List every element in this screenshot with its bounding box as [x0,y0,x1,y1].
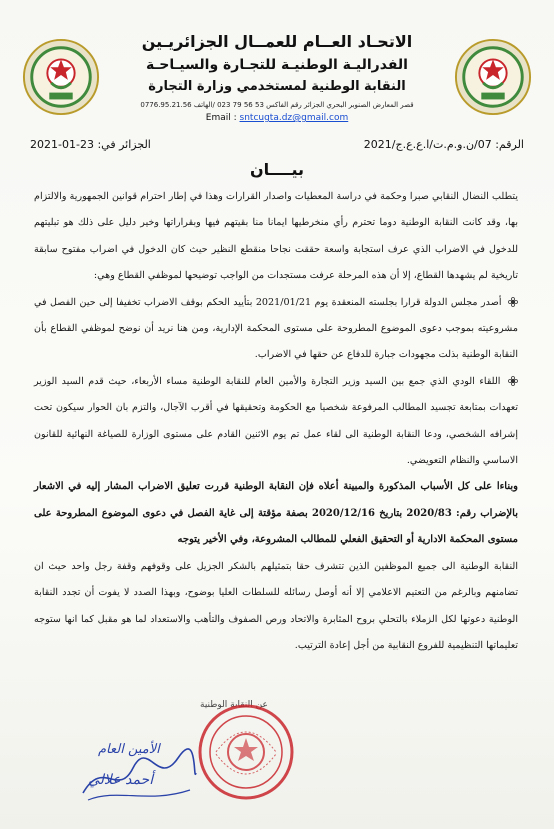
union-name: الاتحـاد العــام للعمــال الجزائريـين [141,32,413,51]
bullet-item-1 [34,290,518,369]
document-body [34,184,518,659]
closing-paragraph: النقابة الوطنية الى جميع الموظفين الذين تتشرف حقا بتمثيلهم بالشكر الجزيل على وقوفهم وقفة رجل واحد حيث ان تضامنهم وبالرغم من التعتيم الاعلامي إلا أنه أوصل رسائله للسلطات العليا بوضوح، وبهذا الصدد لا يفوت أن تجدد النقابة الوطنية دعوتها لكل الزملاء بالتحلي بروح المثابرة والاتحاد ورص الصفوف والتأهب والاستعداد لما هو مقبل كما انها ستوجه تعليماتها التنظيمية للفروع النقابية من أجل إعادة الترتيب. [34,560,518,651]
syndicate-name: النقابة الوطنية لمستخدمي وزارة التجارة [148,79,406,94]
bullet-text-1: أصدر مجلس الدولة قرارا بجلسته المنعقدة يوم 2021/01/21 بتأييد الحكم بوقف الاضراب تخفيفا إلى حين الفصل في مشروعيته بموجب دعوى الموضوع المطروحة على مستوى المحكمة الإدارية، ومن هنا نريد أن نوضح لموظفي القطاع بأن النقابة الوطنية بذلت مجهودات جبارة للدفاع عن حقها في الاضراب. [34,296,518,361]
letterhead [110,30,444,125]
decision-paragraph: وبناءا على كل الأسباب المذكورة والمبينة أعلاه فإن النقابة الوطنية قررت تعليق الاضراب المشار إليه في الاشعار بالإضراب رقم: 2020/83 بتاريخ 2020/12/16 بصفة مؤقتة إلى غاية الفصل في دعوى الموضوع المطروحة على مستوى المحكمة الادارية أو التحقيق الفعلي للمطالب المشروعة، وفي الأخير يتوجه [34,481,518,546]
email-line [110,111,444,125]
bullet-item-2 [34,369,518,475]
ugta-logo-right-icon [454,38,532,116]
closing-stamp-label: عن النقابة الوطنية [200,700,268,710]
intro-paragraph: يتطلب النضال النقابي صبرا وحكمة في دراسة المعطيات واصدار القرارات وهذا في إطار احترام قوانين الجمهورية والالتزام بها، وقد كانت النقابة الوطنية دوما تحترم رأي منخرطيها ايمانا منا بقيتهم فيها وبقراراتها وخير دليل على ذلك هو تبليتهم للدخول في الاضراب الذي عرف استجابة واسعة حققت نجاحا منقطع النظير حيث كان الدخول في اضراب مفتوح سابقة تاريخية لم يشهدها القطاع، إلا أن هذه المرحلة عرفت مستجدات من الواجب توضيحها لموظفي القطاع وهي: [34,191,518,282]
document-date: الجزائر في: 23-01-2021 [30,138,151,151]
federation-name: الفدراليـة الوطنيـة للتجـارة والسيـاحـة [146,57,408,73]
flower-bullet-icon [508,376,518,386]
signatory-title: الأمين العام [98,742,160,757]
red-seal-stamp-icon [196,702,296,802]
reference-bar [30,138,524,158]
email-label: Email : [205,113,237,123]
email-link[interactable]: sntcugta.dz@gmail.com [239,113,349,123]
document-title: بيــــان [249,160,305,179]
flower-bullet-icon [508,297,518,307]
address-line: قصر المعارض الصنوبر البحري الجزائر رقم الفاكس 53 56 79 023 /الهاتف 0776.95.21.56 [140,101,414,109]
signatory-name: أحمد علالي [88,772,154,788]
ugta-logo-left-icon [22,38,100,116]
reference-number: الرقم: 07/ن.و.م.ت/ا.ع.ع.ج/2021 [363,138,524,151]
bullet-text-2: اللقاء الودي الذي جمع بين السيد وزير التجارة والأمين العام للنقابة الوطنية مساء الأربعاء، حيث قدم السيد الوزير تعهدات بمتابعة تجسيد المطالب المرفوعة شخصيا مع الحكومة وتحقيقها في أقرب الآجال، والتزم بان الحوار سيكون تحت إشرافه الشخصي، ودعا النقابة الوطنية الى لقاء عمل تم يوم الاثنين القادم على مستوى الوزارة للصياغة النهائية للقانون الاساسي والنظام التعويضي. [34,375,518,467]
